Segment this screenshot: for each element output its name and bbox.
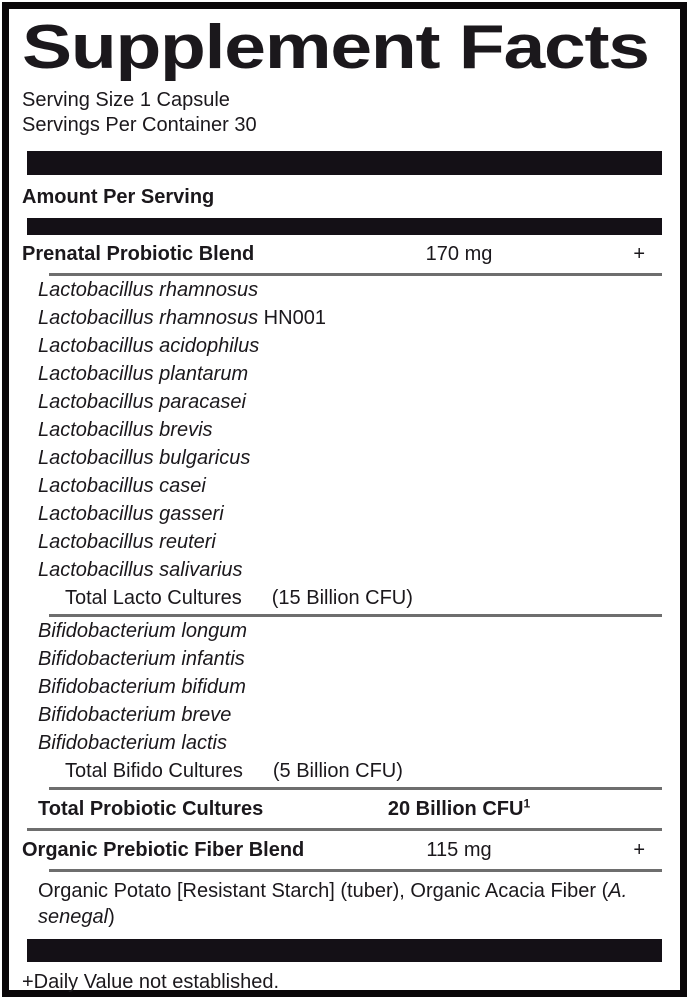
species-line — [22, 444, 667, 472]
bifido-total-line — [22, 757, 667, 787]
fiber-blend-ingredients — [22, 872, 667, 939]
species-line — [22, 617, 667, 645]
species-name: Lactobacillus bulgaricus — [38, 447, 251, 470]
thick-divider-bar-header — [27, 218, 662, 235]
species-line — [22, 556, 667, 584]
ingredients-text-end: ) — [108, 906, 115, 929]
species-name: Lactobacillus paracasei — [38, 391, 246, 414]
species-strain: HN001 — [258, 307, 326, 330]
lacto-total-line — [22, 584, 667, 614]
species-name: Lactobacillus salivarius — [38, 559, 243, 582]
species-name: Lactobacillus plantarum — [38, 363, 249, 386]
species-line — [22, 304, 667, 332]
species-name: Lactobacillus brevis — [38, 419, 213, 442]
supplement-facts-label — [2, 2, 687, 997]
bifido-total-value: (5 Billion CFU) — [272, 760, 403, 783]
species-name: Lactobacillus rhamnosus — [38, 307, 259, 330]
total-probiotic-label: Total Probiotic Cultures — [38, 798, 264, 821]
species-line — [22, 500, 667, 528]
serving-info — [22, 88, 667, 138]
daily-value-footnote: +Daily Value not established. — [22, 971, 280, 994]
species-line — [22, 360, 667, 388]
bifido-species-list — [22, 617, 667, 757]
fiber-blend-name: Organic Prebiotic Fiber Blend — [22, 839, 305, 862]
page-title: Supplement Facts — [22, 13, 649, 82]
probiotic-blend-dv: + — [633, 243, 645, 266]
species-line — [22, 388, 667, 416]
fiber-blend-amount: 115 mg — [426, 839, 492, 862]
species-name: Lactobacillus casei — [38, 475, 206, 498]
thick-divider-bar-top — [27, 151, 662, 175]
species-name: Lactobacillus acidophilus — [38, 335, 260, 358]
lacto-total-label: Total Lacto Cultures — [65, 587, 242, 610]
lacto-total-value: (15 Billion CFU) — [271, 587, 413, 610]
total-probiotic-cfu: 20 Billion CFU — [387, 798, 524, 821]
fiber-blend-dv: + — [633, 839, 645, 862]
species-line — [22, 472, 667, 500]
species-line — [22, 673, 667, 701]
servings-per-container: Servings Per Container 30 — [22, 114, 257, 137]
species-name: Bifidobacterium longum — [38, 620, 247, 643]
lacto-species-list — [22, 276, 667, 584]
species-name: Bifidobacterium lactis — [38, 732, 227, 755]
species-name: Bifidobacterium bifidum — [38, 676, 246, 699]
serving-size: Serving Size 1 Capsule — [22, 89, 230, 112]
thick-divider-bar-bottom — [27, 939, 662, 962]
total-probiotic-value — [329, 796, 589, 822]
species-line — [22, 416, 667, 444]
ingredients-species: A. senegal — [38, 880, 628, 929]
species-line — [22, 645, 667, 673]
probiotic-blend-amount: 170 mg — [425, 243, 493, 266]
species-name: Bifidobacterium breve — [38, 704, 232, 727]
probiotic-blend-row — [22, 235, 667, 273]
species-line — [22, 332, 667, 360]
amount-per-serving-header: Amount Per Serving — [22, 186, 215, 209]
bifido-total-label: Total Bifido Cultures — [65, 760, 243, 783]
ingredients-text: Organic Potato [Resistant Starch] (tuber), Organic Acacia Fiber ( — [38, 880, 609, 903]
footnote-marker: 1 — [523, 796, 531, 811]
species-line — [22, 729, 667, 757]
species-line — [22, 528, 667, 556]
species-line — [22, 276, 667, 304]
species-name: Lactobacillus gasseri — [38, 503, 224, 526]
species-line — [22, 701, 667, 729]
species-name: Bifidobacterium infantis — [38, 648, 245, 671]
fiber-blend-row — [22, 831, 667, 869]
species-name: Lactobacillus rhamnosus — [38, 279, 259, 302]
species-name: Lactobacillus reuteri — [38, 531, 216, 554]
probiotic-blend-name: Prenatal Probiotic Blend — [22, 243, 255, 266]
total-probiotic-row — [22, 790, 667, 828]
